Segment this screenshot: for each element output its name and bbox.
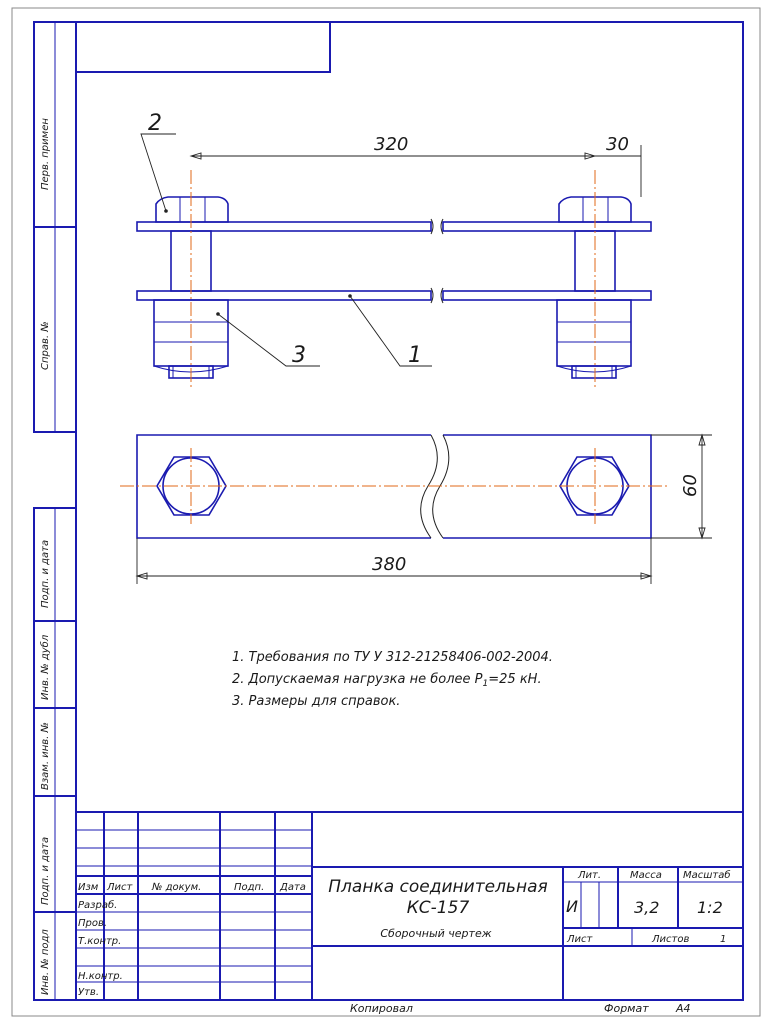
drawing-type: Сборочный чертеж xyxy=(380,927,492,940)
front-view xyxy=(137,111,651,390)
note-1: 1. Требования по ТУ У 312-21258406-002-2004. xyxy=(232,650,553,665)
leader-label-1: 1 xyxy=(408,343,422,368)
format-value: А4 xyxy=(676,1002,691,1015)
scale-value: 1:2 xyxy=(697,898,723,917)
top-stamp-box xyxy=(76,22,330,72)
side-label-6: Подп. и дата xyxy=(40,836,51,905)
dim-plate-width: 60 xyxy=(680,474,701,497)
col-sign: Подп. xyxy=(234,882,265,893)
leader-label-3: 3 xyxy=(292,343,306,368)
role-approved: Утв. xyxy=(78,987,99,998)
scale-header: Масштаб xyxy=(683,870,731,881)
note-2 xyxy=(232,672,542,689)
side-label-1: Перв. примен xyxy=(40,118,51,190)
leader-label-2: 2 xyxy=(148,111,162,136)
sheets-label: Листов xyxy=(652,934,690,945)
role-norm-control: Н.контр. xyxy=(78,971,123,982)
role-checker: Пров. xyxy=(78,918,108,929)
side-label-4: Инв. № дубл xyxy=(40,634,51,700)
sheets-value: 1 xyxy=(720,934,727,945)
note-2-main: 2. Допускаемая нагрузка не более P xyxy=(232,672,483,687)
side-label-3: Подп. и дата xyxy=(40,539,51,608)
note-3: 3. Размеры для справок. xyxy=(232,694,401,709)
lit-header: Лит. xyxy=(578,870,602,881)
side-strip xyxy=(34,22,76,1000)
col-list: Лист xyxy=(107,882,133,893)
drawing-code: КС-157 xyxy=(406,898,470,918)
outer-border xyxy=(12,8,760,1016)
drawing-title: Планка соединительная xyxy=(328,877,548,897)
role-tech-control: Т.контр. xyxy=(78,936,122,947)
role-developer: Разраб. xyxy=(78,900,118,911)
col-izm: Изм xyxy=(78,882,99,893)
col-doc: № докум. xyxy=(152,882,202,893)
dim-bolt-offset: 30 xyxy=(606,134,629,155)
lit-value: И xyxy=(566,897,578,916)
mass-header: Масса xyxy=(630,870,662,881)
dim-bolt-spacing: 320 xyxy=(374,134,409,155)
technical-notes xyxy=(232,650,553,709)
note-2-sub: 1 xyxy=(482,679,489,689)
right-bolt xyxy=(557,197,631,378)
col-date: Дата xyxy=(280,882,306,893)
lower-plate xyxy=(137,291,431,300)
side-label-5: Взам. инв. № xyxy=(40,722,51,790)
main-frame xyxy=(76,22,743,1000)
format-label: Формат xyxy=(604,1002,649,1015)
title-block xyxy=(76,812,743,1000)
side-label-2: Справ. № xyxy=(40,321,51,370)
mass-value: 3,2 xyxy=(634,898,660,917)
side-label-7: Инв. № подл xyxy=(40,929,51,995)
copied-label: Копировал xyxy=(350,1002,413,1015)
upper-plate xyxy=(137,222,431,231)
dim-plate-length: 380 xyxy=(372,554,407,575)
top-view xyxy=(120,435,712,584)
note-2-tail: =25 кН. xyxy=(488,672,542,687)
sheet-label: Лист xyxy=(567,934,593,945)
